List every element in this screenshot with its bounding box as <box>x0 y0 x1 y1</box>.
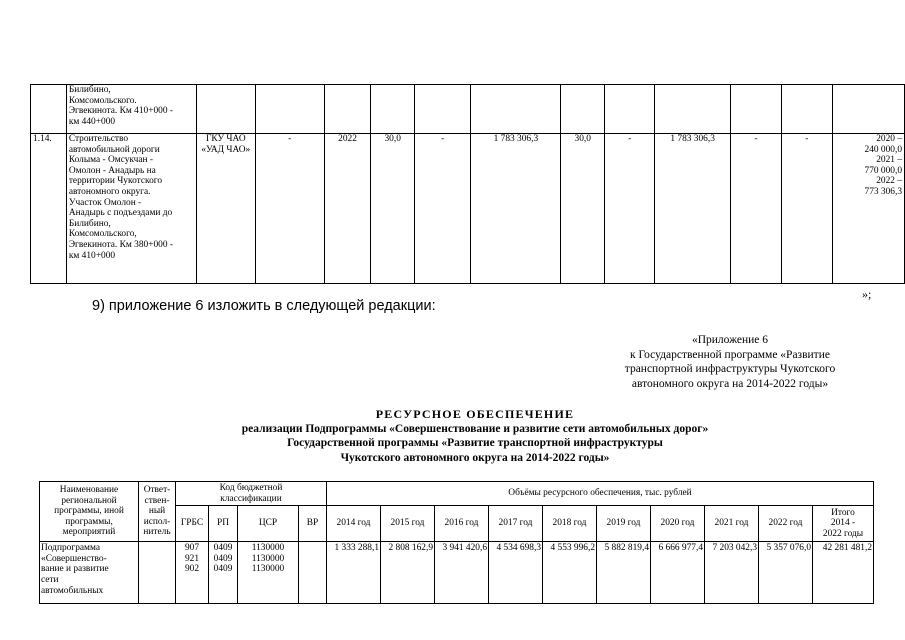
cell: - <box>730 134 781 284</box>
col-header-year: 2017 год <box>489 506 543 542</box>
cell <box>415 85 471 134</box>
cell-value: 5 882 819,4 <box>597 542 651 604</box>
cell: 30,0 <box>561 134 605 284</box>
cell-responsible <box>139 542 176 604</box>
appendix-line: автономного округа на 2014-2022 годы» <box>631 377 829 390</box>
heading-title: РЕСУРСНОЕ ОБЕСПЕЧЕНИЕ <box>375 407 575 421</box>
cell-value: 4 553 996,2 <box>543 542 597 604</box>
cell: - <box>415 134 471 284</box>
table-row <box>31 134 905 284</box>
cell: - <box>605 134 655 284</box>
cell-name: Строительство автомобильной дороги Колыма - Омсукчан - Омолон - Анадырь на территории Чукотского автономного округа. Участок Омолон - Анадырь с подъездами до Билибино, Комсомольского, Эгвекинота. Км 380+000 - км 410+000 <box>66 134 196 284</box>
cell-grbs: 907 921 902 <box>176 542 209 604</box>
cell <box>324 85 371 134</box>
col-header-year: 2022 год <box>759 506 813 542</box>
table-header-row <box>40 482 874 506</box>
cell-executor: ГКУ ЧАО «УАД ЧАО» <box>197 134 256 284</box>
heading-line: Государственной программы «Развитие транспортной инфраструктуры <box>287 437 663 449</box>
heading-line: Чукотского автономного округа на 2014-2022 годы» <box>340 451 610 464</box>
col-header-name: Наименование региональной программы, иной программы, мероприятий <box>40 482 139 542</box>
col-header-year: 2014 год <box>327 506 381 542</box>
appendix-line: к Государственной программе «Развитие <box>630 348 830 361</box>
col-header-year: 2018 год <box>543 506 597 542</box>
cell <box>371 85 415 134</box>
cell-num <box>31 85 67 134</box>
cell-vr <box>299 542 327 604</box>
table-row <box>40 542 874 604</box>
col-header-year: 2019 год <box>597 506 651 542</box>
cell-name: Билибино, Комсомольского. Эгвекинота. Км 410+000 - км 440+000 <box>66 85 196 134</box>
col-header-vr: ВР <box>299 506 327 542</box>
cell-rp: 0409 0409 0409 <box>209 542 238 604</box>
cell-value: 2 808 162,9 <box>381 542 435 604</box>
cell-value: 6 666 977,4 <box>651 542 705 604</box>
col-header-csr: ЦСР <box>238 506 299 542</box>
cell-value: 7 203 042,3 <box>705 542 759 604</box>
section-heading <box>80 407 870 465</box>
cell-total: 42 281 481,2 <box>813 542 874 604</box>
col-header-year: 2021 год <box>705 506 759 542</box>
cell-value: 5 357 076,0 <box>759 542 813 604</box>
cell <box>605 85 655 134</box>
appendix-line: транспортной инфраструктуры Чукотского <box>624 363 836 375</box>
cell <box>730 85 781 134</box>
cell-years-breakdown: 2020 – 240 000,0 2021 – 770 000,0 2022 – 773 306,3 <box>832 134 904 284</box>
cell: 1 783 306,3 <box>655 134 730 284</box>
col-header-grbs: ГРБС <box>176 506 209 542</box>
cell <box>471 85 561 134</box>
measures-table <box>30 84 905 284</box>
closing-quote-mark: »; <box>862 287 872 301</box>
cell-value: 1 333 288,1 <box>327 542 381 604</box>
cell: - <box>255 134 324 284</box>
cell-executor <box>197 85 256 134</box>
col-header-year: 2015 год <box>381 506 435 542</box>
cell: - <box>782 134 832 284</box>
cell-value: 4 534 698,3 <box>489 542 543 604</box>
cell-num: 1.14. <box>31 134 67 284</box>
cell-csr: 1130000 1130000 1130000 <box>238 542 299 604</box>
col-header-budget-code: Код бюджетной классификации <box>176 482 327 506</box>
cell <box>561 85 605 134</box>
amendment-instruction: 9) приложение 6 изложить в следующей редакции: <box>92 298 436 314</box>
cell: 2022 <box>324 134 371 284</box>
cell <box>655 85 730 134</box>
col-header-volumes: Объёмы ресурсного обеспечения, тыс. рублей <box>327 482 874 506</box>
resource-table <box>39 481 874 604</box>
cell <box>782 85 832 134</box>
col-header-year: 2016 год <box>435 506 489 542</box>
table-row <box>31 85 905 134</box>
cell-value: 3 941 420,6 <box>435 542 489 604</box>
heading-line: реализации Подпрограммы «Совершенствование и развитие сети автомобильных дорог» <box>241 422 709 435</box>
cell: 30,0 <box>371 134 415 284</box>
cell <box>832 85 904 134</box>
col-header-rp: РП <box>209 506 238 542</box>
cell-name: Подпрограмма «Совершенство- вание и развитие сети автомобильных <box>40 542 139 604</box>
cell: 1 783 306,3 <box>471 134 561 284</box>
appendix-line: «Приложение 6 <box>691 334 769 346</box>
col-header-year: 2020 год <box>651 506 705 542</box>
cell <box>255 85 324 134</box>
col-header-total: Итого 2014 - 2022 годы <box>813 506 874 542</box>
appendix-note <box>590 333 870 391</box>
col-header-responsible: Ответ- ствен- ный испол- нитель <box>139 482 176 542</box>
